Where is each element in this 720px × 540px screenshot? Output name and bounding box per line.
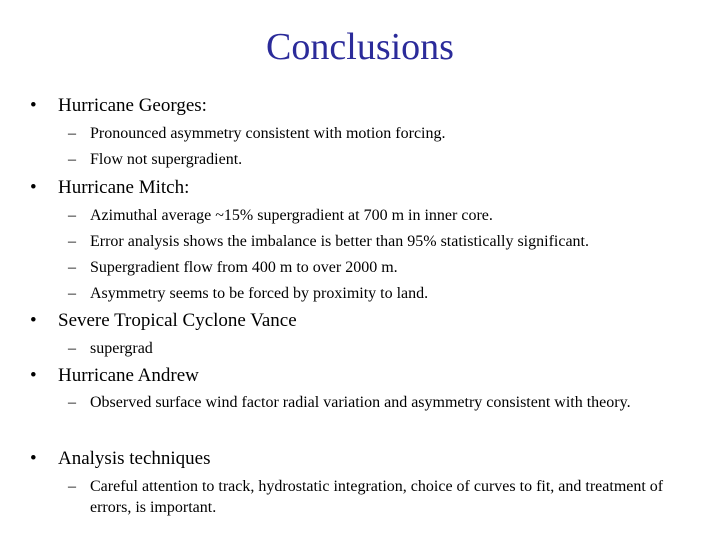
bullet-hurricane-mitch	[30, 176, 189, 200]
bullet-hurricane-andrew	[30, 364, 199, 388]
dash-glyph: –	[68, 207, 76, 224]
sub-bullet-text: Error analysis shows the imbalance is better than 95% statistically significant.	[90, 233, 589, 250]
dash-glyph: –	[68, 478, 76, 495]
sub-bullet-text: Supergradient flow from 400 m to over 2000 m.	[90, 259, 398, 276]
sub-bullet	[68, 476, 668, 518]
bullet-glyph: •	[30, 448, 37, 469]
slide-title: Conclusions	[266, 26, 454, 68]
sub-bullet-text: Flow not supergradient.	[90, 151, 243, 168]
bullet-cyclone-vance	[30, 309, 297, 333]
sub-bullet-text: supergrad	[90, 340, 153, 357]
section-heading: Analysis techniques	[58, 448, 211, 469]
bullet-glyph: •	[30, 365, 37, 386]
sub-bullet	[68, 338, 153, 359]
dash-glyph: –	[68, 125, 76, 142]
sub-bullet	[68, 149, 242, 170]
sub-bullet-text: Careful attention to track, hydrostatic integration, choice of curves to fit, and treatment of errors, is important.	[90, 478, 664, 516]
section-heading: Hurricane Mitch:	[58, 177, 190, 198]
sub-bullet	[68, 283, 428, 304]
bullet-analysis-techniques	[30, 447, 211, 471]
section-heading: Severe Tropical Cyclone Vance	[58, 310, 297, 331]
bullet-glyph: •	[30, 95, 37, 116]
dash-glyph: –	[68, 340, 76, 357]
section-heading: Hurricane Georges:	[58, 95, 207, 116]
sub-bullet	[68, 257, 398, 278]
sub-bullet-text: Azimuthal average ~15% supergradient at 700 m in inner core.	[90, 207, 493, 224]
sub-bullet-text: Observed surface wind factor radial variation and asymmetry consistent with theory.	[90, 394, 631, 411]
sub-bullet	[68, 205, 493, 226]
sub-bullet-text: Asymmetry seems to be forced by proximity to land.	[90, 285, 429, 302]
dash-glyph: –	[68, 285, 76, 302]
section-heading: Hurricane Andrew	[58, 365, 199, 386]
bullet-hurricane-georges	[30, 94, 207, 118]
sub-bullet-text: Pronounced asymmetry consistent with motion forcing.	[90, 125, 446, 142]
dash-glyph: –	[68, 151, 76, 168]
bullet-glyph: •	[30, 310, 37, 331]
bullet-glyph: •	[30, 177, 37, 198]
sub-bullet	[68, 231, 589, 252]
dash-glyph: –	[68, 394, 76, 411]
sub-bullet	[68, 123, 446, 144]
dash-glyph: –	[68, 259, 76, 276]
sub-bullet	[68, 392, 631, 413]
dash-glyph: –	[68, 233, 76, 250]
